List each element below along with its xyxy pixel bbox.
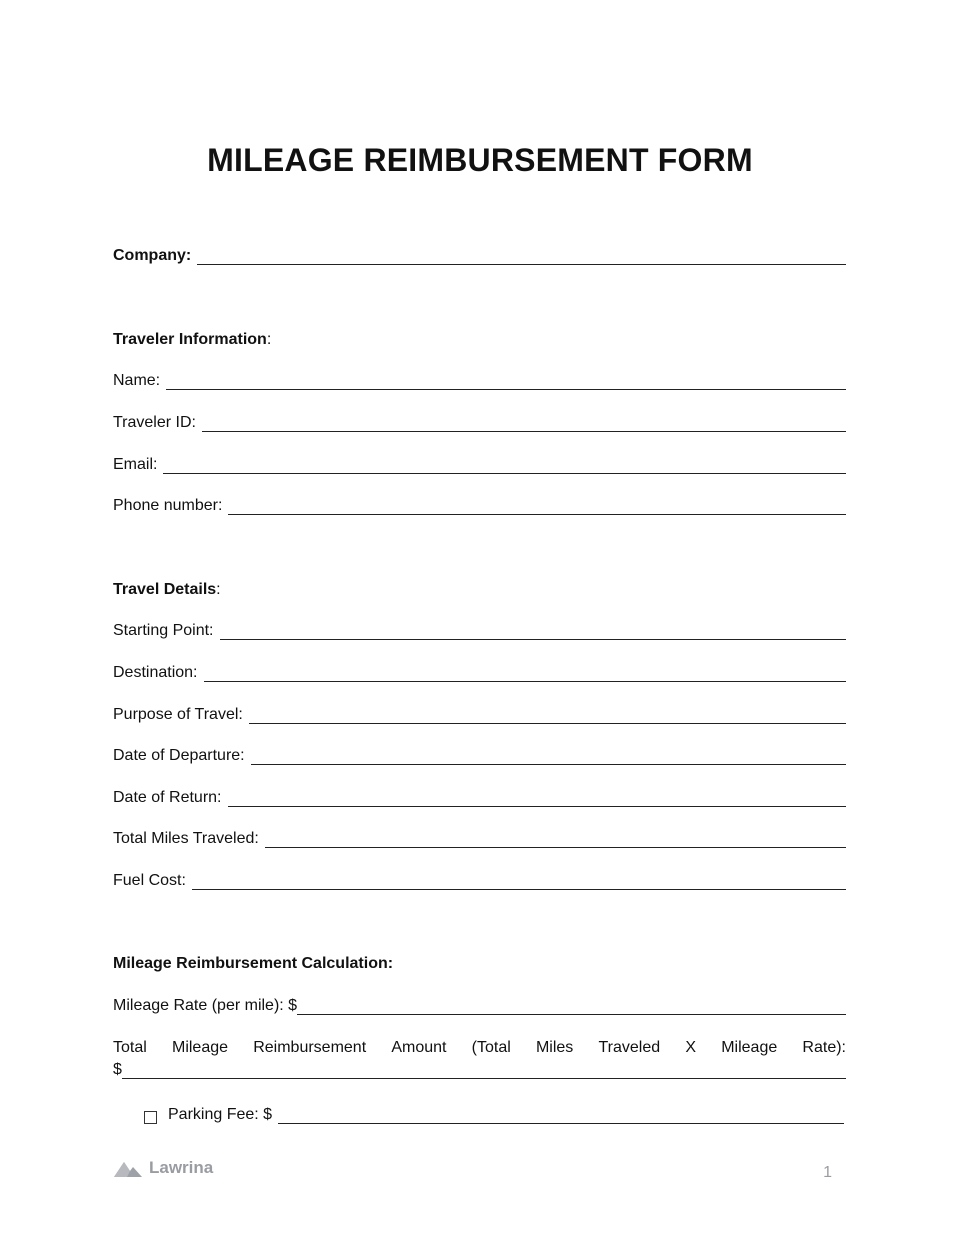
email-field[interactable] xyxy=(163,459,846,474)
destination-field[interactable] xyxy=(204,667,847,682)
company-label: Company: xyxy=(113,247,192,264)
lawrina-logo xyxy=(114,1158,213,1178)
parking-fee-field[interactable] xyxy=(278,1109,844,1124)
traveler-heading-text: Traveler Information xyxy=(113,331,267,348)
fuel-cost-row xyxy=(113,872,846,890)
name-field[interactable] xyxy=(166,375,846,390)
mountain-logo-icon xyxy=(114,1158,142,1178)
total-miles-row xyxy=(113,830,846,848)
total-amount-label: Total Mileage Reimbursement Amount (Total Miles Traveled X Mileage Rate): xyxy=(113,1039,846,1056)
parking-fee-row xyxy=(144,1106,844,1124)
destination-row xyxy=(113,664,846,682)
company-field[interactable] xyxy=(197,250,846,265)
departure-row xyxy=(113,747,846,765)
departure-label: Date of Departure: xyxy=(113,747,245,764)
total-miles-label: Total Miles Traveled: xyxy=(113,830,259,847)
name-row xyxy=(113,372,846,390)
company-row xyxy=(113,247,846,265)
calc-heading-text: Mileage Reimbursement Calculation: xyxy=(113,955,394,972)
total-amount-row xyxy=(113,1061,846,1079)
traveler-id-label: Traveler ID: xyxy=(113,414,196,431)
name-label: Name: xyxy=(113,372,161,389)
phone-row xyxy=(113,497,846,515)
fuel-cost-label: Fuel Cost: xyxy=(113,872,186,889)
parking-fee-label: Parking Fee: $ xyxy=(168,1106,273,1123)
brand-name: Lawrina xyxy=(149,1158,214,1177)
starting-point-label: Starting Point: xyxy=(113,622,214,639)
traveler-heading: Traveler Information: xyxy=(113,331,272,348)
starting-point-row xyxy=(113,622,846,640)
parking-fee-checkbox[interactable] xyxy=(144,1111,157,1124)
total-amount-dollar: $ xyxy=(113,1061,122,1078)
calc-heading xyxy=(113,955,393,973)
travel-heading: Travel Details: xyxy=(113,581,221,598)
return-field[interactable] xyxy=(228,792,847,807)
form-title: MILEAGE REIMBURSEMENT FORM xyxy=(207,142,753,178)
destination-label: Destination: xyxy=(113,664,198,681)
mileage-rate-field[interactable] xyxy=(297,1000,846,1015)
return-label: Date of Return: xyxy=(113,789,222,806)
fuel-cost-field[interactable] xyxy=(192,875,846,890)
phone-label: Phone number: xyxy=(113,497,223,514)
total-amount-field[interactable] xyxy=(122,1064,846,1079)
purpose-field[interactable] xyxy=(249,709,846,724)
email-label: Email: xyxy=(113,456,158,473)
phone-field[interactable] xyxy=(228,500,846,515)
email-row xyxy=(113,456,846,474)
return-row xyxy=(113,789,846,807)
mileage-rate-row xyxy=(113,997,846,1015)
travel-heading-text: Travel Details xyxy=(113,581,217,598)
departure-field[interactable] xyxy=(251,750,846,765)
traveler-id-field[interactable] xyxy=(202,417,846,432)
starting-point-field[interactable] xyxy=(220,625,847,640)
mileage-rate-label: Mileage Rate (per mile): $ xyxy=(113,997,298,1014)
traveler-id-row xyxy=(113,414,846,432)
purpose-row xyxy=(113,706,846,724)
purpose-label: Purpose of Travel: xyxy=(113,706,243,723)
page-number: 1 xyxy=(823,1164,832,1181)
total-miles-field[interactable] xyxy=(265,833,846,848)
